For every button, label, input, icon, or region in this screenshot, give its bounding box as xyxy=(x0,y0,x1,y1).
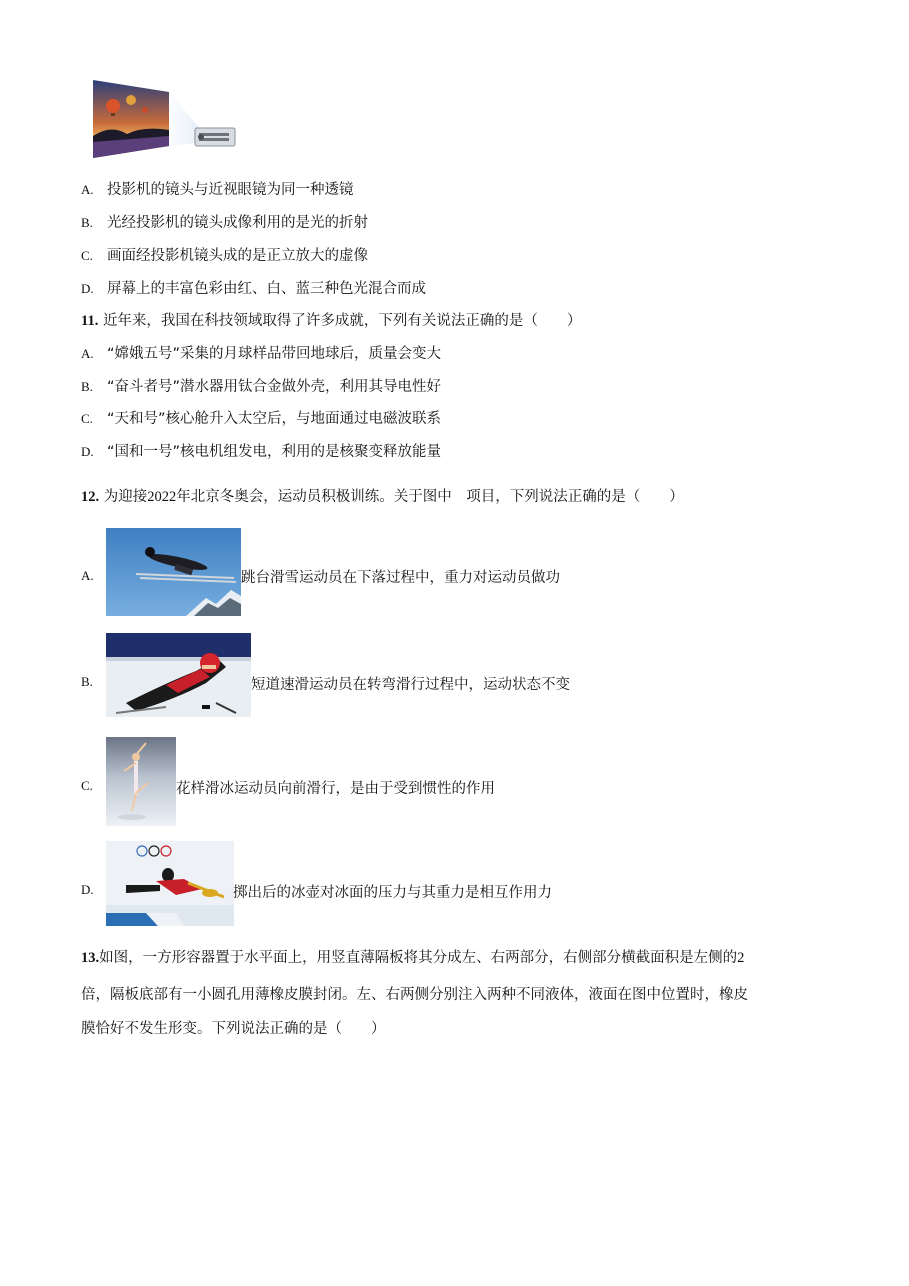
question-year: 2022 xyxy=(147,489,177,505)
question-number: 13. xyxy=(81,950,100,966)
projector-figure xyxy=(91,76,241,160)
q11-option-a xyxy=(81,344,441,364)
option-letter: A. xyxy=(81,568,94,583)
option-letter: C. xyxy=(81,778,93,793)
question-text: 膜恰好不发生形变。下列说法正确的是（ ） xyxy=(81,1021,386,1037)
question-text: 近年来，我国在科技领域取得了许多成就，下列有关说法正确的是（ ） xyxy=(102,313,582,329)
q12-option-b xyxy=(81,633,641,719)
q11-option-d xyxy=(81,442,441,462)
q10-option-c xyxy=(81,246,368,266)
option-text: “天和号”核心舱升入太空后，与地面通过电磁波联系 xyxy=(107,411,442,427)
figure-skating-photo xyxy=(106,737,176,830)
option-letter: B. xyxy=(81,674,93,689)
option-letter: C. xyxy=(81,248,93,263)
speed-skating-photo xyxy=(106,633,251,721)
question-text: 如图，一方形容器置于水平面上，用竖直薄隔板将其分成左、右两部分，右侧部分横截面积是左侧的 xyxy=(99,950,738,966)
q12-option-c xyxy=(81,737,641,827)
q10-option-b xyxy=(81,213,368,233)
q12-stem xyxy=(81,487,684,507)
q12-option-a xyxy=(81,528,641,618)
question-text: 倍，隔板底部有一小圆孔用薄橡皮膜封闭。左、右两侧分别注入两种不同液体，液面在图中位置时，橡皮 xyxy=(81,987,748,1003)
option-text: 掷出后的冰壶对冰面的压力与其重力是相互作用力 xyxy=(233,885,552,901)
option-text: 短道速滑运动员在转弯滑行过程中，运动状态不变 xyxy=(251,677,570,693)
question-text-pre: 为迎接 xyxy=(103,489,148,505)
question-number-inline: 2 xyxy=(737,950,745,966)
q12-option-d xyxy=(81,841,641,927)
q10-option-a xyxy=(81,180,354,200)
option-text: “国和一号”核电机组发电，利用的是核聚变释放能量 xyxy=(107,444,442,460)
option-letter: A. xyxy=(81,346,94,361)
option-text: 画面经投影机镜头成的是正立放大的虚像 xyxy=(107,248,368,264)
q10-option-d xyxy=(81,279,426,299)
option-text: “奋斗者号”潜水器用钛合金做外壳，利用其导电性好 xyxy=(107,379,442,395)
q11-option-b xyxy=(81,377,441,397)
q11-stem xyxy=(81,311,581,331)
q11-option-c xyxy=(81,409,441,429)
q13-stem-line-2 xyxy=(81,985,748,1005)
q13-stem-line-3 xyxy=(81,1019,386,1039)
option-text: 屏幕上的丰富色彩由红、白、蓝三种色光混合而成 xyxy=(107,281,426,297)
option-letter: D. xyxy=(81,444,94,459)
option-text: 花样滑冰运动员向前滑行，是由于受到惯性的作用 xyxy=(176,781,495,797)
option-letter: C. xyxy=(81,411,93,426)
q13-stem-line-1 xyxy=(81,948,744,968)
option-letter: B. xyxy=(81,379,93,394)
question-number: 12. xyxy=(81,489,100,505)
option-text: 跳台滑雪运动员在下落过程中，重力对运动员做功 xyxy=(241,570,560,586)
option-letter: D. xyxy=(81,882,94,897)
option-letter: D. xyxy=(81,281,94,296)
question-number: 11. xyxy=(81,313,99,329)
option-letter: A. xyxy=(81,182,94,197)
option-text: 光经投影机的镜头成像利用的是光的折射 xyxy=(107,215,368,231)
ski-jump-photo xyxy=(106,528,241,620)
option-letter: B. xyxy=(81,215,93,230)
question-text-post: 年北京冬奥会，运动员积极训练。关于图中 项目，下列说法正确的是（ ） xyxy=(176,489,684,505)
option-text: “嫦娥五号”采集的月球样品带回地球后，质量会变大 xyxy=(107,346,442,362)
option-text: 投影机的镜头与近视眼镜为同一种透镜 xyxy=(107,182,354,198)
curling-photo xyxy=(106,841,234,930)
